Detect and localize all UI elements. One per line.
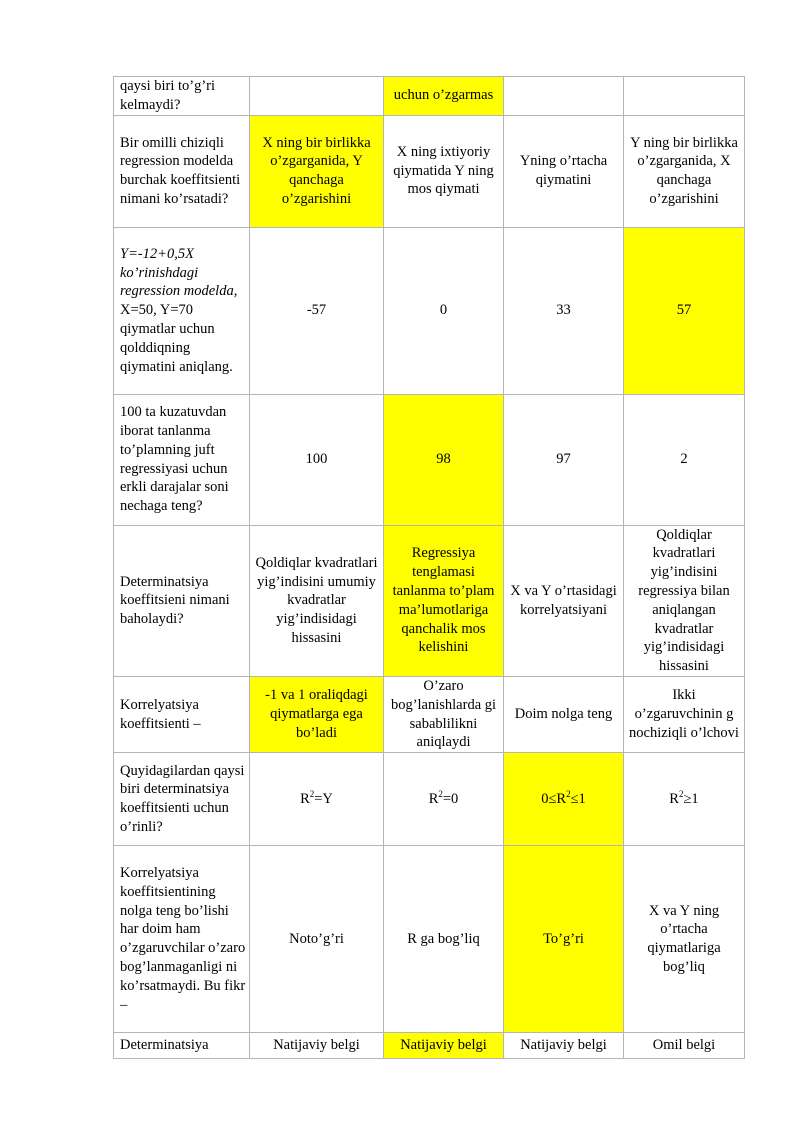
option-cell: $R^2=Y$ <box>250 753 384 846</box>
option-cell: Yning o’rtacha qiymatini <box>504 115 624 227</box>
option-cell: 97 <box>504 394 624 525</box>
table-row <box>114 676 745 752</box>
question-cell: Quyidagilardan qaysi biri determinatsiya koeffitsienti uchun o’rinli? <box>114 753 250 846</box>
question-text: X=50, Y=70 qiymatlar uchun qolddiqning qiymatini aniqlang. <box>120 302 233 375</box>
table-row <box>114 1033 745 1059</box>
quiz-table <box>113 76 745 1059</box>
option-cell: $R^2=0$ <box>384 753 504 846</box>
table-row <box>114 394 745 525</box>
question-cell: qaysi biri to’g’ri kelmaydi? <box>114 77 250 116</box>
option-cell: Ikki o’zgaruvchinin g nochiziqli o’lchovi <box>624 676 745 752</box>
option-cell-correct: 98 <box>384 394 504 525</box>
option-cell-correct: Regressiya tenglamasi tanlanma to’plam ma’lumotlariga qanchalik mos kelishini <box>384 525 504 676</box>
table-row <box>114 846 745 1033</box>
option-cell: Qoldiqlar kvadratlari yig’indisini umumiy kvadratlar yig’indisidagi hissasini <box>250 525 384 676</box>
question-cell: Determinatsiya <box>114 1033 250 1059</box>
table-row <box>114 525 745 676</box>
table-row <box>114 115 745 227</box>
question-cell: Korrelyatsiya koeffitsienti – <box>114 676 250 752</box>
option-cell-correct: To’g’ri <box>504 846 624 1033</box>
option-cell: R ga bog’liq <box>384 846 504 1033</box>
option-cell: Omil belgi <box>624 1033 745 1059</box>
option-cell: Doim nolga teng <box>504 676 624 752</box>
question-cell: Korrelyatsiya koeffitsientining nolga teng bo’lishi har doim ham o’zgaruvchilar o’zaro bog’lanmaganligi ni ko’rsatmaydi. Bu fikr – <box>114 846 250 1033</box>
option-cell: Y ning bir birlikka o’zgarganida, X qanchaga o’zgarishini <box>624 115 745 227</box>
option-cell: 33 <box>504 227 624 394</box>
question-cell: Determinatsiya koeffitsieni nimani baholaydi? <box>114 525 250 676</box>
table-row <box>114 227 745 394</box>
option-cell: Natijaviy belgi <box>504 1033 624 1059</box>
option-cell: X va Y ning o’rtacha qiymatlariga bog’liq <box>624 846 745 1033</box>
option-cell-correct: 57 <box>624 227 745 394</box>
option-cell: 2 <box>624 394 745 525</box>
option-cell: Qoldiqlar kvadratlari yig’indisini regressiya bilan aniqlangan kvadratlar yig’indisidagi hissasini <box>624 525 745 676</box>
option-cell: Noto’g’ri <box>250 846 384 1033</box>
option-cell-correct: X ning bir birlikka o’zgarganida, Y qanchaga o’zgarishini <box>250 115 384 227</box>
option-cell-correct: $0\le R^2\le 1$ <box>504 753 624 846</box>
option-cell-correct: -1 va 1 oraliqdagi qiymatlarga ega bo’ladi <box>250 676 384 752</box>
option-cell: X ning ixtiyoriy qiymatida Y ning mos qiymati <box>384 115 504 227</box>
question-cell: 100 ta kuzatuvdan iborat tanlanma to’plamning juft regressiyasi uchun erkli darajalar soni nechaga teng? <box>114 394 250 525</box>
option-cell: O’zaro bog’lanishlarda gi sabablilikni aniqlaydi <box>384 676 504 752</box>
option-cell: $R^2\ge 1$ <box>624 753 745 846</box>
option-cell-correct: uchun o’zgarmas <box>384 77 504 116</box>
option-cell <box>504 77 624 116</box>
question-cell: Bir omilli chiziqli regression modelda burchak koeffitsienti nimani ko’rsatadi? <box>114 115 250 227</box>
option-cell: -57 <box>250 227 384 394</box>
question-cell <box>114 227 250 394</box>
option-cell: Natijaviy belgi <box>250 1033 384 1059</box>
option-cell: 100 <box>250 394 384 525</box>
option-cell-correct: Natijaviy belgi <box>384 1033 504 1059</box>
table-row <box>114 753 745 846</box>
option-cell <box>250 77 384 116</box>
question-formula: Y=-12+0,5X ko’rinishdagi regression modelda, <box>120 245 238 300</box>
option-cell: 0 <box>384 227 504 394</box>
option-cell <box>624 77 745 116</box>
table-row <box>114 77 745 116</box>
option-cell: X va Y o’rtasidagi korrelyatsiyani <box>504 525 624 676</box>
